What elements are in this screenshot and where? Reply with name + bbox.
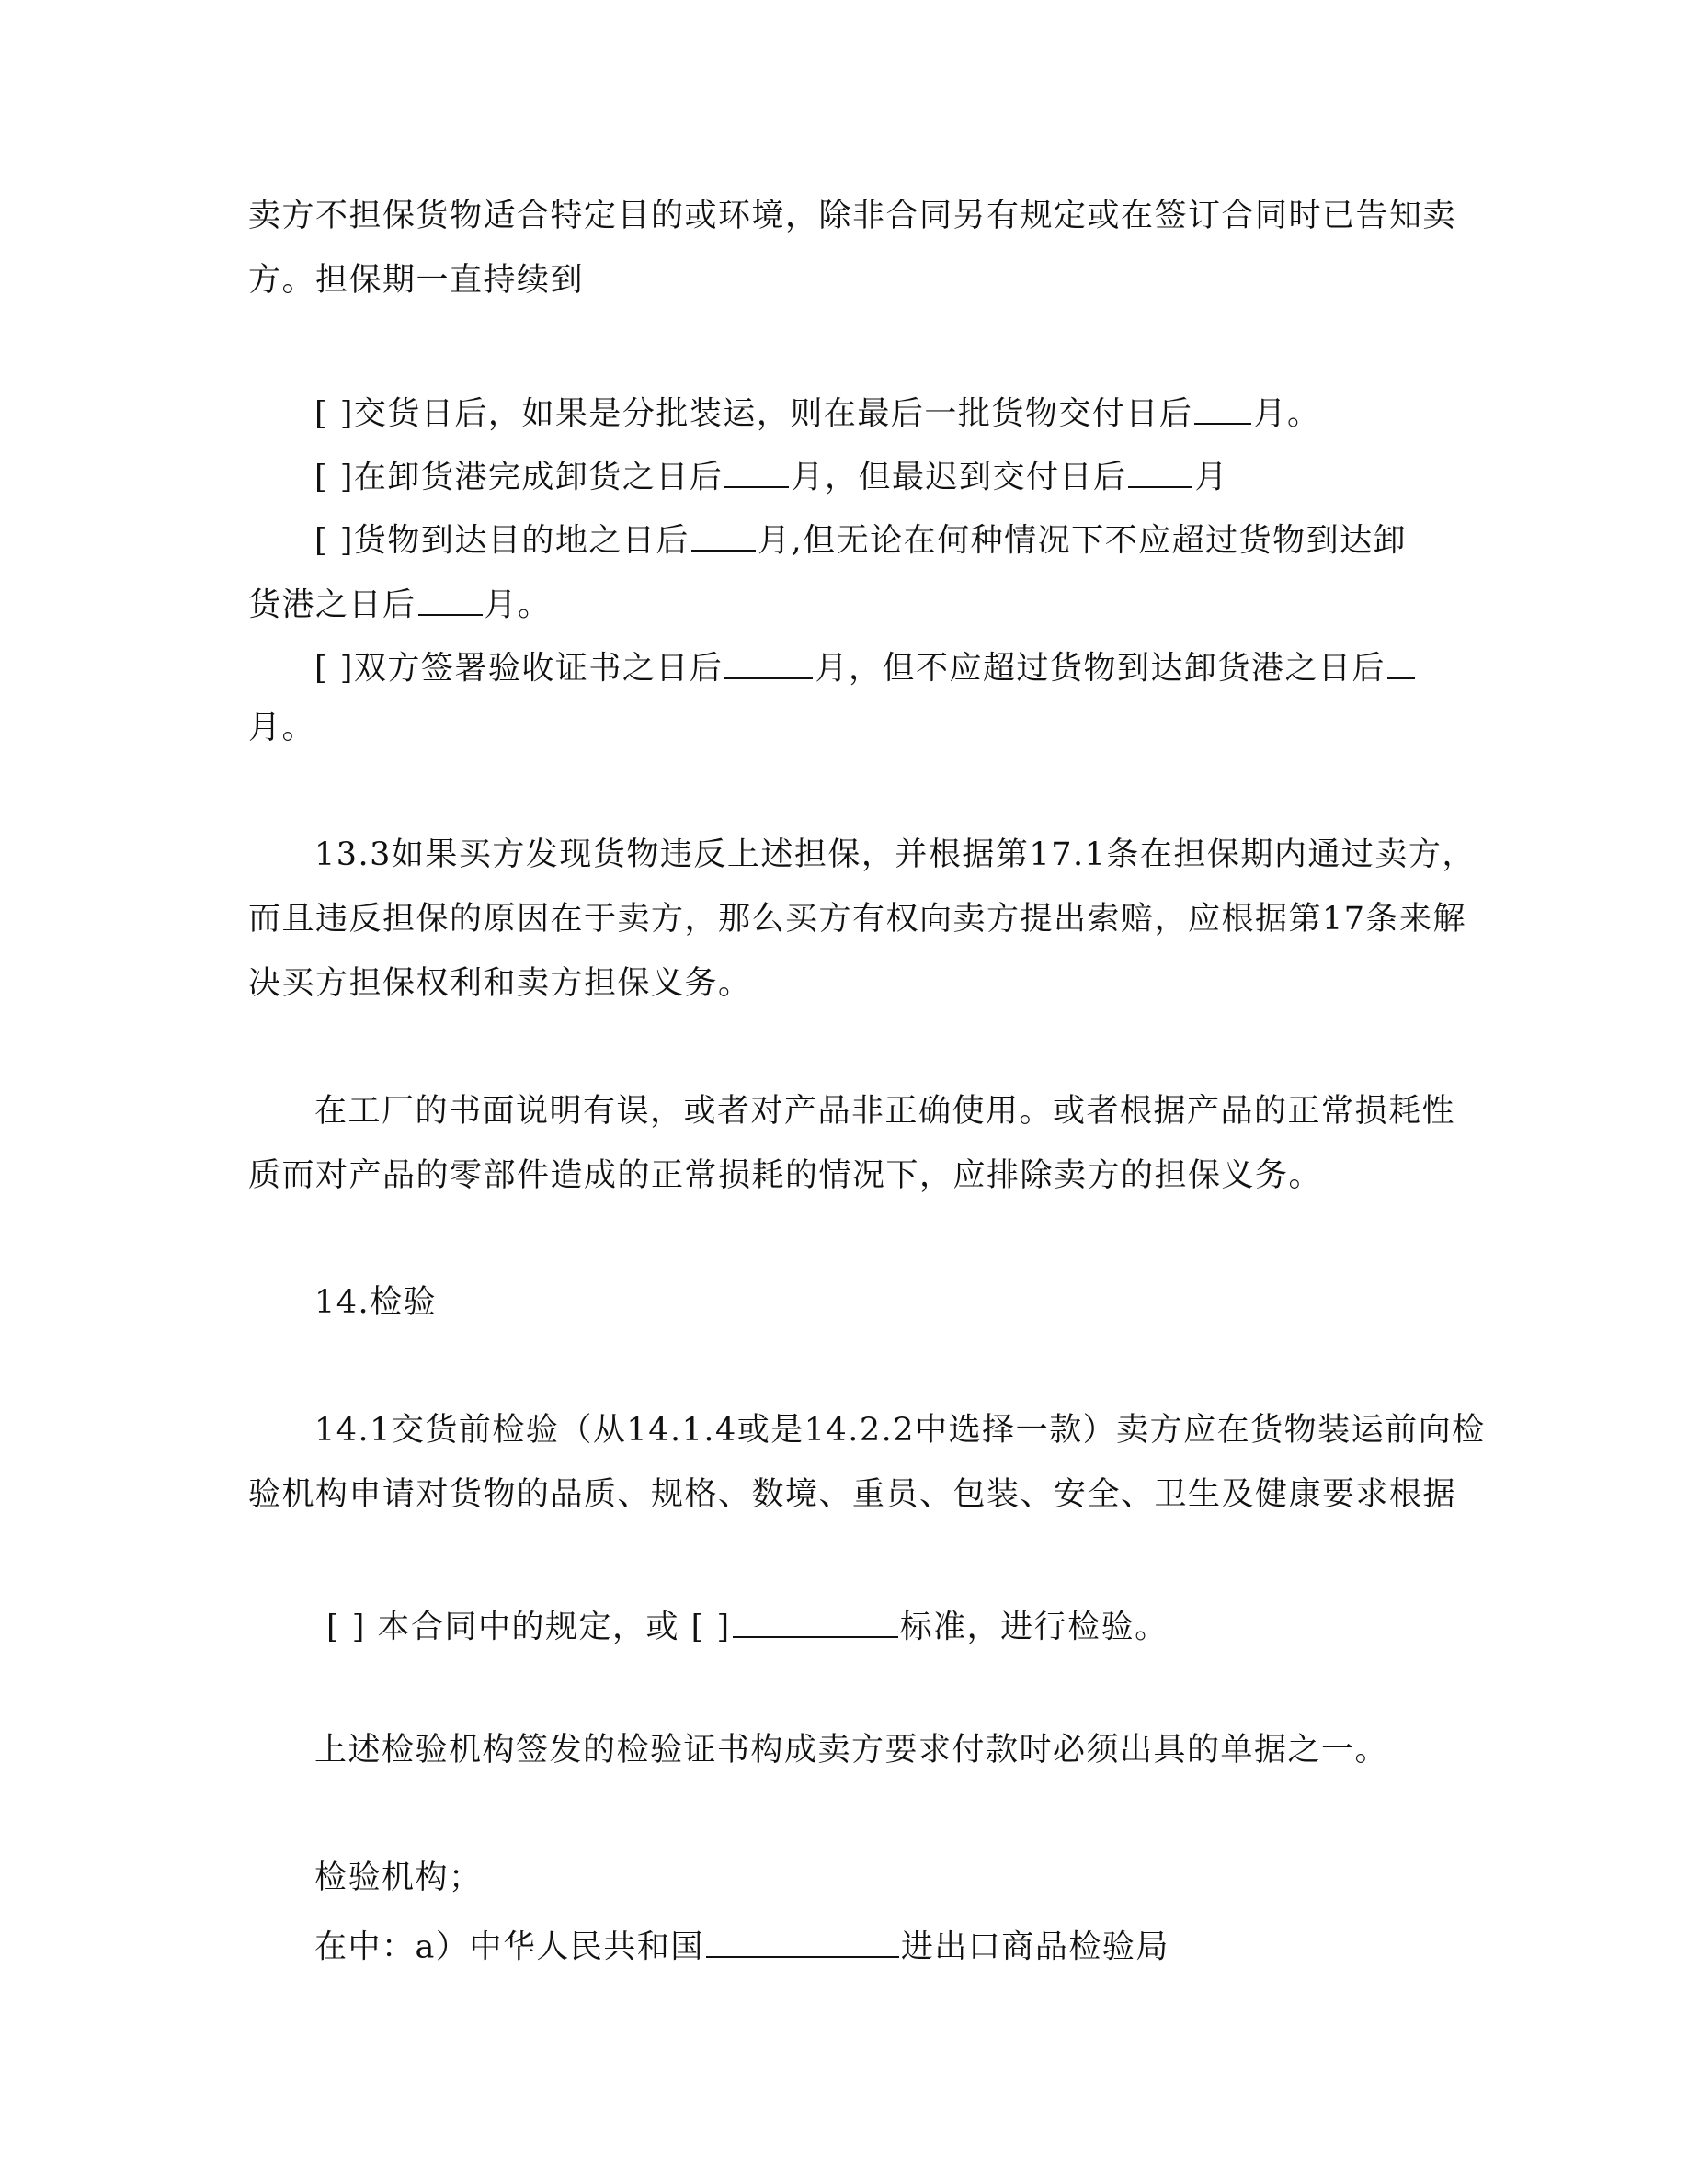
warranty-option-2-mid: 月，但最迟到交付日后 xyxy=(791,459,1127,496)
blank-field[interactable] xyxy=(1194,393,1251,425)
inspection-standard-line xyxy=(326,1607,1169,1644)
warranty-option-3-cont xyxy=(248,585,552,622)
paragraph-agency: 检验机构； xyxy=(314,1860,483,1896)
warranty-option-2-tail: 月 xyxy=(1194,459,1228,496)
warranty-option-3-text: [ ]货物到达目的地之日后 xyxy=(314,522,690,560)
blank-field[interactable] xyxy=(706,1927,899,1958)
warranty-option-1-tail: 月。 xyxy=(1253,395,1321,433)
paragraph-13-3-line1: 13.3如果买方发现货物违反上述担保，并根据第17.1条在担保期内通过卖方， xyxy=(314,836,1476,873)
warranty-option-3-tail: 月。 xyxy=(484,586,552,624)
blank-field[interactable] xyxy=(691,520,756,552)
warranty-option-4-mid: 月，但不应超过货物到达卸货港之日后 xyxy=(815,650,1386,688)
warranty-option-4-cont: 月。 xyxy=(248,710,316,746)
paragraph-warranty-line2: 方。担保期一直持续到 xyxy=(248,262,585,299)
blank-field[interactable] xyxy=(733,1607,898,1638)
paragraph-certificate: 上述检验机构签发的检验证书构成卖方要求付款时必须出具的单据之一。 xyxy=(314,1732,1389,1769)
paragraph-13-3-line3: 决买方担保权利和卖方担保义务。 xyxy=(248,965,752,1002)
warranty-option-3-cont-text: 货港之日后 xyxy=(248,586,416,624)
warranty-option-4-text: [ ]双方签署验收证书之日后 xyxy=(314,650,724,688)
section-heading-14: 14.检验 xyxy=(314,1284,438,1321)
paragraph-13-3-line2: 而且违反担保的原因在于卖方，那么买方有权向卖方提出索赔，应根据第17条来解 xyxy=(248,901,1467,938)
china-bureau-text: 在中：a）中华人民共和国 xyxy=(314,1928,704,1966)
inspection-standard-tail: 标准，进行检验。 xyxy=(899,1609,1169,1646)
paragraph-14-1-line1: 14.1交货前检验（从14.1.4或是14.2.2中选择一款）卖方应在货物装运前向检 xyxy=(314,1412,1486,1449)
china-bureau-tail: 进出口商品检验局 xyxy=(900,1928,1169,1966)
blank-field[interactable] xyxy=(1128,457,1192,488)
warranty-option-1 xyxy=(314,393,1320,431)
warranty-option-2 xyxy=(314,457,1228,495)
blank-field[interactable] xyxy=(1387,648,1415,679)
blank-field[interactable] xyxy=(724,457,789,488)
paragraph-china-bureau xyxy=(314,1927,1169,1964)
inspection-standard-text: [ ] 本合同中的规定，或 [ ] xyxy=(326,1609,731,1646)
blank-field[interactable] xyxy=(418,585,483,616)
warranty-option-3-mid: 月,但无论在何种情况下不应超过货物到达卸 xyxy=(757,522,1408,560)
paragraph-warranty-line1: 卖方不担保货物适合特定目的或环境，除非合同另有规定或在签订合同时已告知卖 xyxy=(248,198,1457,234)
blank-field[interactable] xyxy=(724,648,813,679)
warranty-option-2-text: [ ]在卸货港完成卸货之日后 xyxy=(314,459,724,496)
paragraph-14-1-line2: 验机构申请对货物的品质、规格、数境、重员、包装、安全、卫生及健康要求根据 xyxy=(248,1476,1457,1513)
warranty-option-3 xyxy=(314,520,1407,558)
paragraph-factory-line2: 质而对产品的零部件造成的正常损耗的情况下，应排除卖方的担保义务。 xyxy=(248,1157,1323,1194)
warranty-option-1-text: [ ]交货日后，如果是分批装运，则在最后一批货物交付日后 xyxy=(314,395,1193,433)
warranty-option-4 xyxy=(314,648,1417,686)
paragraph-factory-line1: 在工厂的书面说明有误，或者对产品非正确使用。或者根据产品的正常损耗性 xyxy=(314,1093,1456,1130)
